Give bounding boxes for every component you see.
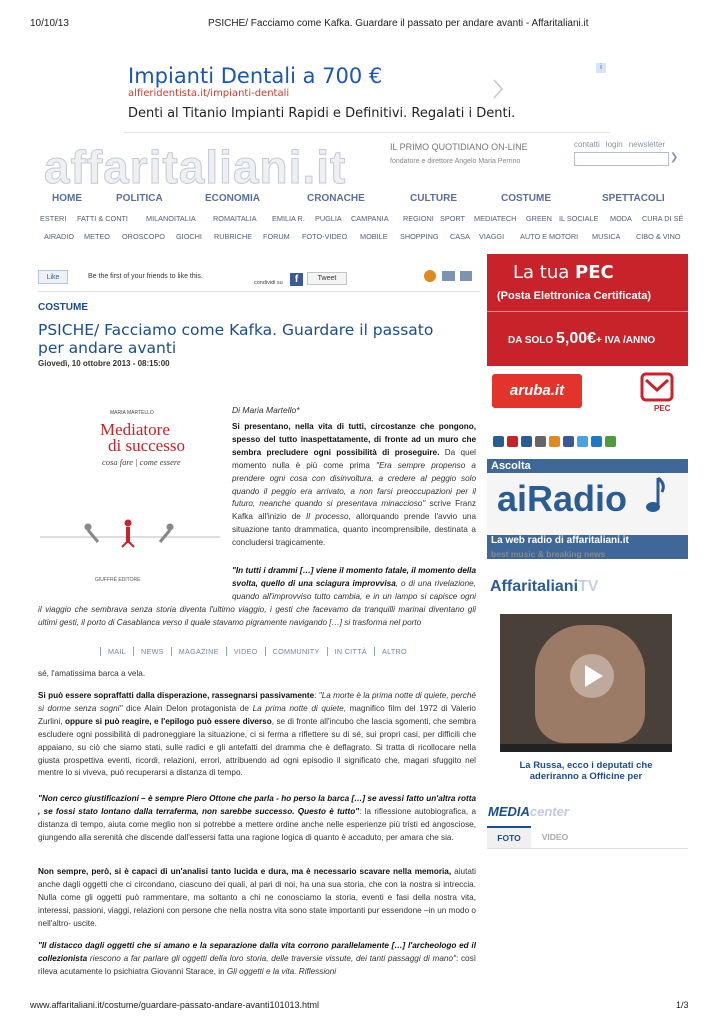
book-title-2: di successo: [108, 436, 185, 455]
tab-video[interactable]: VIDEO: [541, 832, 569, 842]
category-bar: [100, 647, 414, 656]
nav-viaggi[interactable]: VIAGGI: [479, 232, 505, 241]
video-caption-link[interactable]: La Russa, ecco i deputati che aderiranno a Officine per: [519, 760, 653, 782]
nav-culture[interactable]: CULTURE: [410, 193, 458, 204]
music-note-icon: [644, 476, 666, 516]
nav-il-sociale[interactable]: IL SOCIALE: [559, 214, 599, 223]
affaritaliani-tv-logo[interactable]: AffaritalianiTV: [490, 578, 599, 595]
nav-moda[interactable]: MODA: [610, 214, 632, 223]
nav-romaitalia[interactable]: ROMAITALIA: [213, 214, 257, 223]
nav-esteri[interactable]: ESTERI: [40, 214, 67, 223]
pec-price: DA SOLO 5,00€+ IVA /ANNO: [508, 330, 656, 347]
paragraph-2: "In tutti i drammi […] viene il momento fatale, il momento della svolta, quello di una sciagura improvvisa, o di una rivelazione, quando all'improvviso tutto cambia, e in un lampo si capisce ogni: [232, 566, 476, 601]
radio-web-text: La web radio di affaritaliani.it: [491, 535, 629, 546]
contatti-link[interactable]: contatti: [574, 140, 600, 149]
print-icon[interactable]: [460, 271, 472, 281]
book-subtitle: cosa fare | come essere: [102, 457, 181, 467]
site-founder: fondatore e direttore Angelo Maria Perrino: [390, 158, 521, 165]
envelope-icon: [640, 372, 674, 402]
aruba-logo: aruba.it: [492, 374, 582, 408]
airadio-logo: aiRadio: [497, 478, 628, 519]
nav-regioni[interactable]: REGIONI: [403, 214, 434, 223]
facebook-like-button[interactable]: Like: [38, 270, 68, 284]
book-illustration: [40, 517, 220, 557]
mediacenter-logo: MEDIAcenter: [488, 804, 569, 819]
radio-ascolta: Ascolta: [491, 460, 531, 472]
radio-subtitle: best music & breaking news: [491, 549, 606, 559]
book-publisher: GIUFFRÈ EDITORE: [95, 577, 141, 583]
pec-title: La tua PEC: [513, 262, 614, 283]
nav-milanoitalia[interactable]: MILANOITALIA: [146, 214, 196, 223]
newsletter-link[interactable]: newsletter: [628, 140, 666, 149]
cat-magazine[interactable]: MAGAZINE: [171, 647, 226, 656]
book-cover-image: [40, 402, 220, 592]
ad-info-icon[interactable]: i: [596, 63, 606, 73]
site-tagline: IL PRIMO QUOTIDIANO ON-LINE: [390, 142, 528, 152]
search-input[interactable]: [574, 152, 669, 166]
nav-fatti-conti[interactable]: FATTI & CONTI: [77, 214, 128, 223]
nav-rubriche[interactable]: RUBRICHE: [214, 232, 253, 241]
play-icon[interactable]: [585, 665, 603, 687]
nav-home[interactable]: HOME: [52, 193, 82, 204]
paragraph-2-cont: il viaggio che sembrava senza storia diventa l'ultimo viaggio, i gesti che facevamo da tranquilli marinai diventano gli ultimi gesti, il porto di Casablanca verso il quale stavamo pigramente navigando […] si trasforma nel porto: [38, 605, 476, 627]
article-byline: Di Maria Martello*: [232, 405, 300, 415]
ad-text: Denti al Titanio Impianti Rapidi e Definitivi. Regalati i Denti.: [128, 106, 516, 121]
document-title: PSICHE/ Facciamo come Kafka. Guardare il passato per andare avanti - Affaritaliani.it: [208, 18, 589, 29]
condividi-label: condividi su: [254, 280, 283, 286]
mail-icon[interactable]: [442, 271, 455, 281]
paragraph-7: "Il distacco dagli oggetti che si amano e la separazione dalla vita corrono parallelamente […] l'archeologo ed il collezionista riescono a far parlare gli oggetti della loro storia, delle traversie vissute, dei tanti passaggi di mano": così rileva acutamente lo psichiatra Giovanni Starace, in Gli oggetti e la vita. Riflessioni: [38, 941, 476, 976]
divider: [38, 291, 480, 292]
nav-foto-video[interactable]: FOTO-VIDEO: [302, 232, 348, 241]
cat-mail[interactable]: MAIL: [100, 647, 133, 656]
nav-oroscopo[interactable]: OROSCOPO: [122, 232, 165, 241]
mobile-icon[interactable]: [521, 436, 532, 447]
paragraph-4: Si può essere sopraffatti dalla disperazione, rassegnarsi passivamente: "La morte è la prima notte di quiete, perché si dorme senza sogni" dice Alain Delon protagonista de La prima notte di quiete, magnifico film del 1972 di Valerio Zurlini, oppure si può reagire, e l'epilogo può essere diverso, se di fronte all'incubo che lascia sgomenti, che sembra escludere ogni possibilità di padroneggiare la situazione, ci si ferma a riflettere su di sé, sui propri casi, per difficili che appaiano, su ciò che siamo stati, sulle radici e gli antefatti del dramma che è deflagrato. Si tratta di ricollocare nella giusta prospettiva eventi, ricordi, relazioni, errori, attribuendo ad ogni episodio il significato che, magari sfuggito nel mentre lo si viveva, può recuperarsi a distanza di tempo.: [38, 691, 477, 778]
nav-puglia[interactable]: PUGLIA: [315, 214, 342, 223]
nav-airadio[interactable]: AIRADIO: [44, 232, 75, 241]
site-logo[interactable]: affaritaliani.it: [44, 141, 347, 193]
top-links: [574, 140, 671, 149]
cat-community[interactable]: COMMUNITY: [265, 647, 327, 656]
social-icons-row: [493, 434, 619, 446]
section-label[interactable]: COSTUME: [38, 302, 88, 313]
cat-news[interactable]: NEWS: [133, 647, 171, 656]
cat-altro[interactable]: ALTRO: [374, 647, 414, 656]
bookmark-icon[interactable]: [507, 436, 518, 447]
tabs-divider: [487, 848, 688, 849]
nav-giochi[interactable]: GIOCHI: [176, 232, 202, 241]
nav-cronache[interactable]: CRONACHE: [307, 193, 365, 204]
pec-divider: [487, 311, 688, 312]
linkedin-icon[interactable]: [591, 436, 602, 447]
facebook-icon[interactable]: [563, 436, 574, 447]
page-url: www.affaritaliani.it/costume/guardare-passato-andare-avanti101013.html: [30, 1000, 319, 1010]
login-link[interactable]: login: [605, 140, 623, 149]
book-title-1: Mediatore: [100, 420, 170, 439]
facebook-icon[interactable]: f: [290, 273, 303, 286]
nav-spettacoli[interactable]: SPETTACOLI: [602, 193, 665, 204]
paragraph-1: Si presentano, nella vita di tutti, circostanze che pongono, spesso del tutto inaspettatamente, di fronte ad un muro che sembra precludere ogni possibilità di proseguire. Da quel momento nulla è più come prima "Era sempre propenso a prendere ogni cosa con disinvoltura, a credere al peggio solo quando il peggio era arrivato, a non farsi preoccupazioni per il futuro, neanche quando si presentava minaccioso" scrive Franz Kafka all'inizio de Il processo, allorquando prende l'avvio una situazione tanto drammatica, quanto incomprensibile, destinata a concludersi tragicamente.: [232, 422, 477, 548]
pec-subtitle: (Posta Elettronica Certificata): [497, 290, 652, 302]
nav-mobile[interactable]: MOBILE: [360, 232, 388, 241]
video-controls-bar[interactable]: [500, 744, 672, 752]
tab-foto[interactable]: FOTO: [487, 826, 531, 848]
home-icon[interactable]: [493, 436, 504, 447]
rss-icon[interactable]: [549, 436, 560, 447]
tweet-button[interactable]: Tweet: [307, 272, 347, 285]
page-number: 1/3: [676, 1000, 689, 1010]
like-text: Be the first of your friends to like this.: [88, 273, 203, 280]
chevron-right-icon[interactable]: [492, 78, 504, 100]
nav-mediatech[interactable]: MEDIATECH: [474, 214, 517, 223]
paragraph-6: Non sempre, però, si è capaci di un'analisi tanto lucida e dura, ma è necessario scavare nella memoria, aiutati anche dagli oggetti che ci circondano, ciascuno dei quali, al pari di noi, ha una sua storia, che con la nostra si intreccia. Nulla come gli oggetti può rammentare, ma soltanto a chi ne conosciamo la storia, eventi e fasi della nostra vita, interessi, passioni, viaggi, relazioni con persone che nella nostra vita sono state importanti pur essendone –in un modo o nell'altro- uscite.: [38, 867, 477, 928]
nav-auto-motori[interactable]: AUTO E MOTORI: [520, 232, 579, 241]
search-go-icon[interactable]: ❯: [670, 152, 679, 163]
nav-sport[interactable]: SPORT: [440, 214, 466, 223]
rss-icon[interactable]: [424, 270, 436, 282]
print-date: 10/10/13: [30, 18, 69, 29]
nav-cibo-vino[interactable]: CIBO & VINO: [636, 232, 681, 241]
nav-shopping[interactable]: SHOPPING: [400, 232, 439, 241]
nav-forum[interactable]: FORUM: [263, 232, 290, 241]
article-title: PSICHE/ Facciamo come Kafka. Guardare il passato per andare avanti: [38, 321, 434, 357]
nav-casa[interactable]: CASA: [450, 232, 470, 241]
ad-divider: [124, 132, 610, 133]
nav-green[interactable]: GREEN: [526, 214, 552, 223]
nav-campania[interactable]: CAMPANIA: [351, 214, 389, 223]
nav-costume[interactable]: COSTUME: [501, 193, 551, 204]
book-author: MARIA MARTELLO: [110, 410, 154, 416]
ad-title-link[interactable]: Impianti Dentali a 700 €: [128, 64, 383, 88]
nav-cura-di-se[interactable]: CURA DI SÉ: [642, 214, 684, 223]
nav-emilia[interactable]: EMILIA R.: [272, 214, 305, 223]
ad-url[interactable]: alfieridentista.it/impianti-dentali: [128, 88, 290, 99]
article-date: Giovedì, 10 ottobre 2013 - 08:15:00: [38, 359, 170, 368]
cat-in-citta[interactable]: IN CITTÀ: [327, 647, 374, 656]
print-icon[interactable]: [535, 436, 546, 447]
sitemap-icon[interactable]: [605, 436, 616, 447]
nav-economia[interactable]: ECONOMIA: [205, 193, 260, 204]
cat-video[interactable]: VIDEO: [226, 647, 265, 656]
paragraph-5: "Non cerco giustificazioni – è sempre Piero Ottone che parla - ho perso la barca […] se avessi fatto un'altra rotta , se fossi stato lontano dalla terraferma, non sarebbe successo. Questo è tutto": la riflessione autobiografica, a distanza di tempo, aiuta come meglio non si potrebbe a mettere ordine anche nelle esperienze più tristi ed angosciose, giungendo alla serenità che discende dall'essersi fatta una ragione logica di quanto è accaduto, per amara che sia.: [38, 794, 476, 842]
nav-meteo[interactable]: METEO: [84, 232, 110, 241]
nav-musica[interactable]: MUSICA: [592, 232, 621, 241]
pec-label: PEC: [654, 404, 671, 413]
nav-politica[interactable]: POLITICA: [116, 193, 163, 204]
twitter-icon[interactable]: [577, 436, 588, 447]
paragraph-3: sé, l'amatissima barca a vela.: [38, 669, 146, 678]
